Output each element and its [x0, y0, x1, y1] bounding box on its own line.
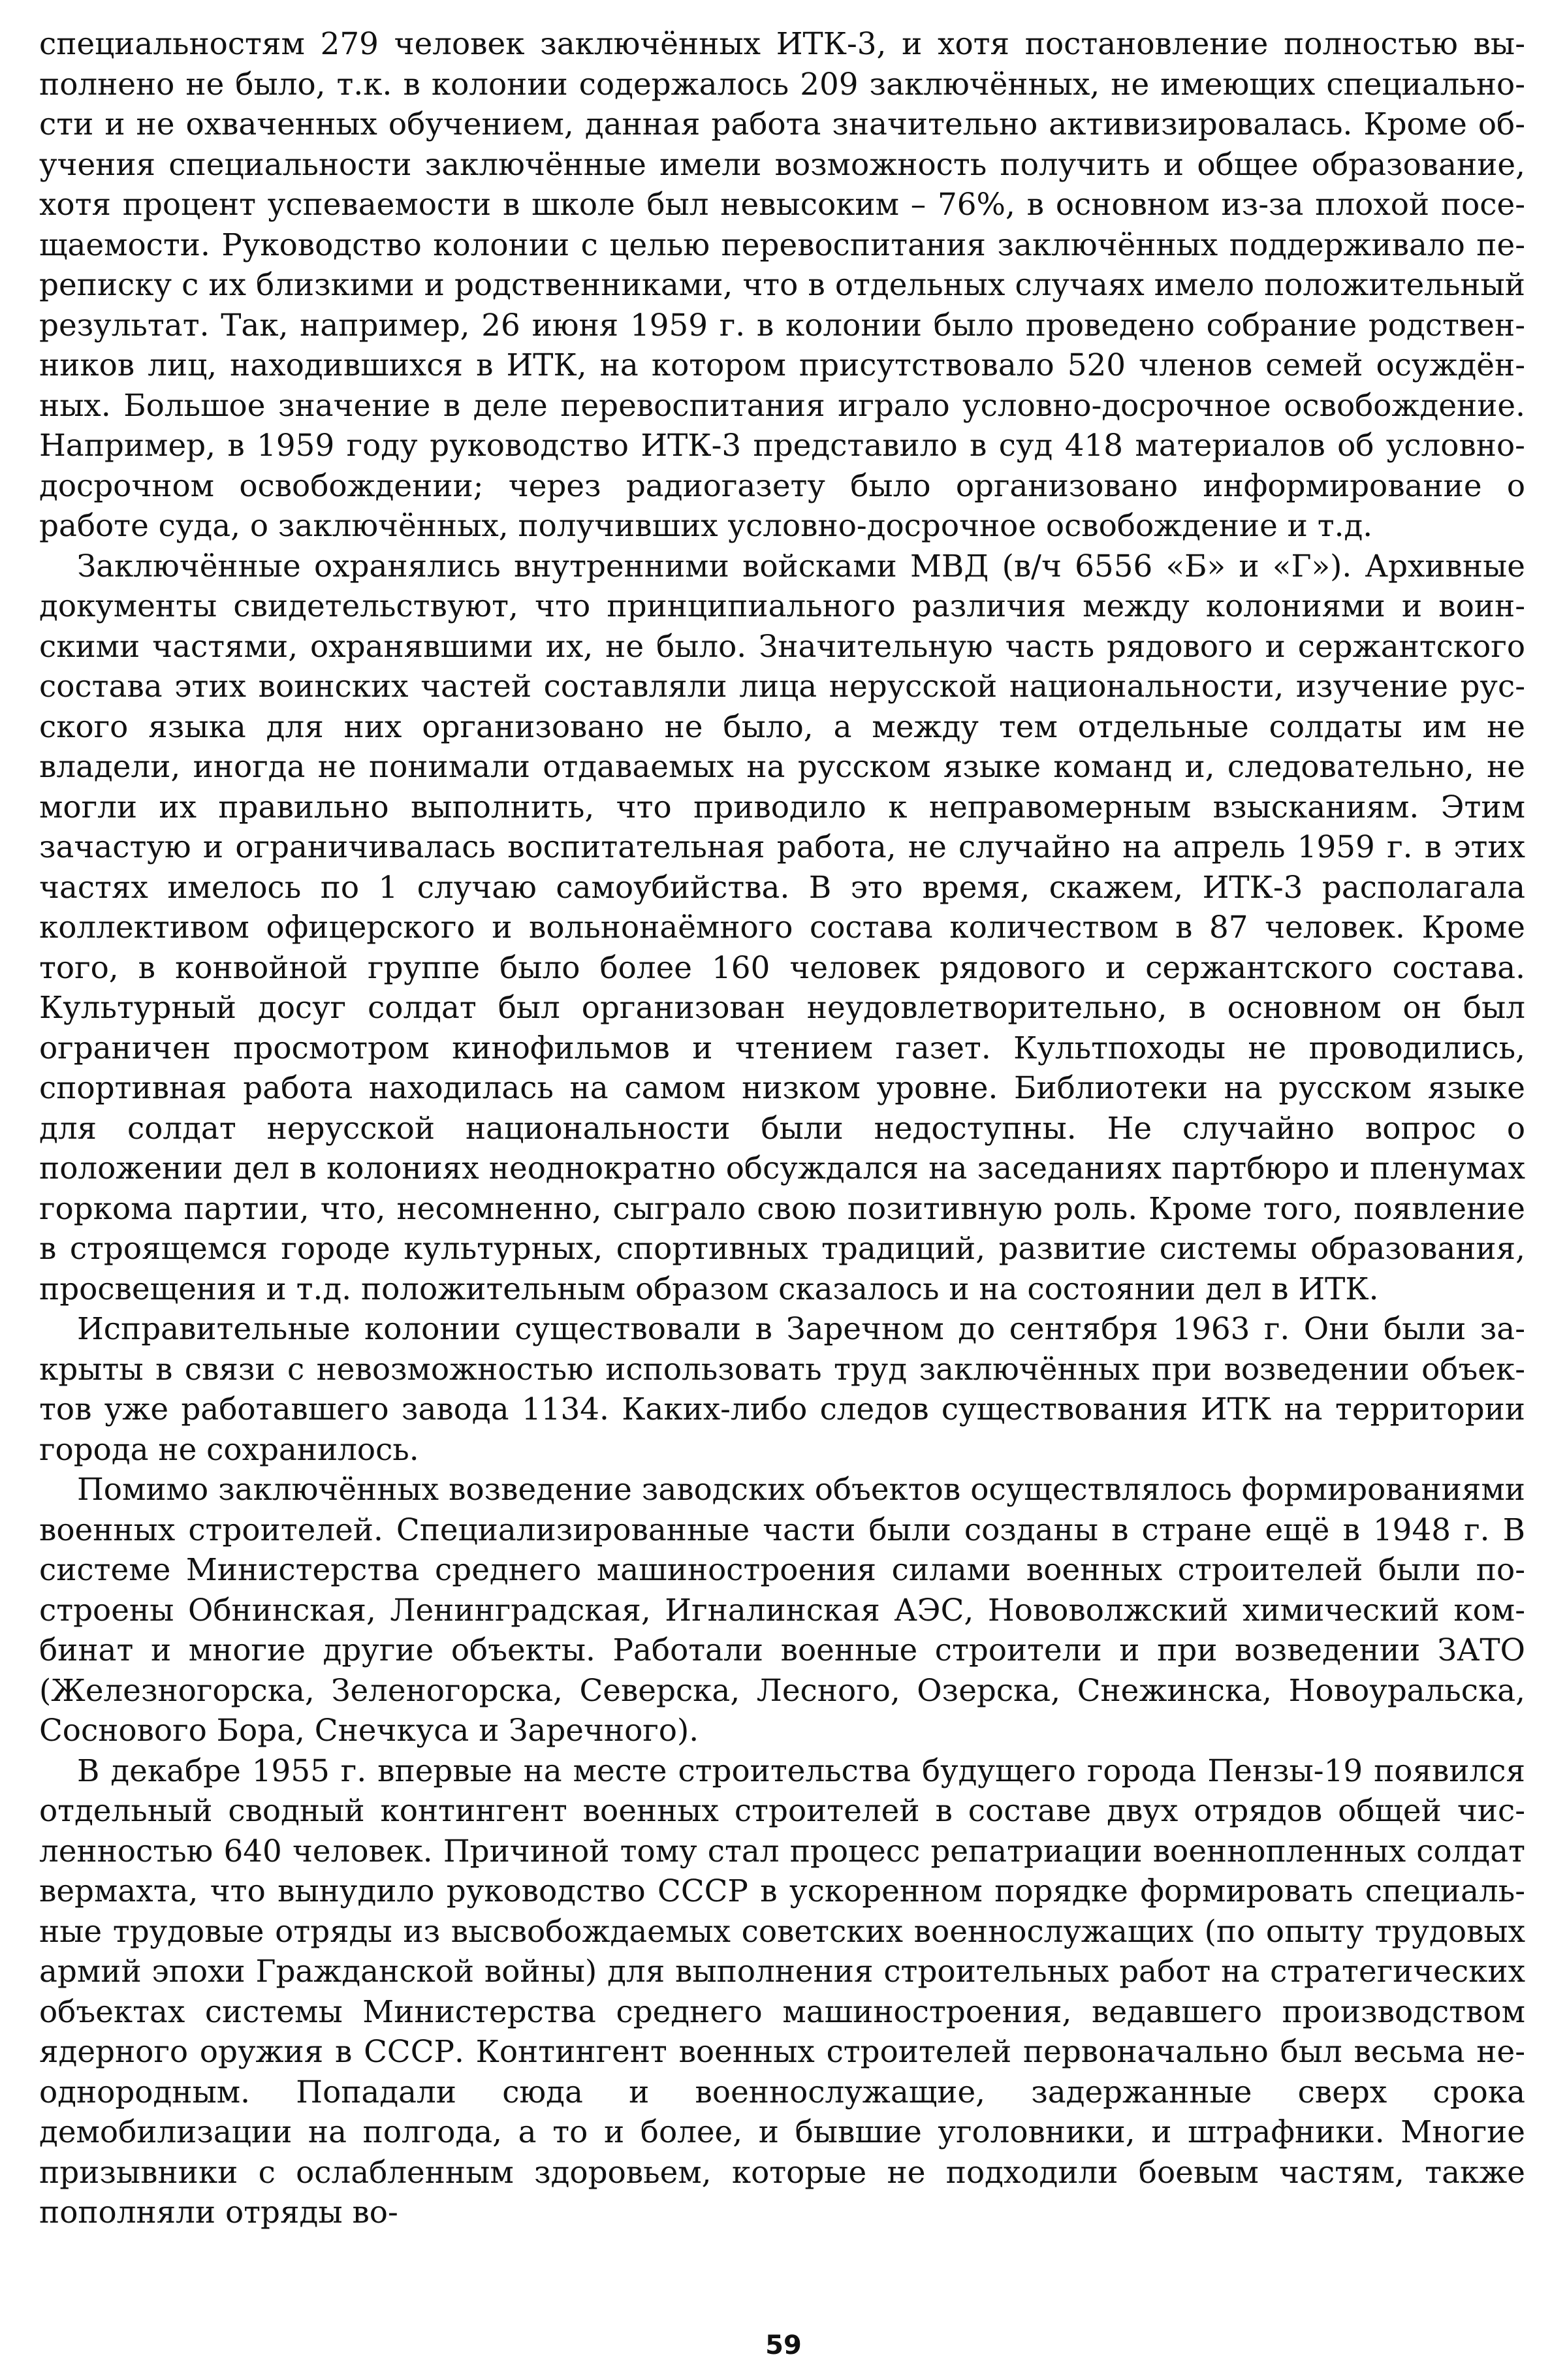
page-text	[39, 25, 1525, 2297]
paragraph-4: Помимо заключённых возведение заводских объектов осуществлялось формированиями военных строителей. Специализированные части были созданы в стране ещё в 1948 г. В системе Министерства среднего машиностроения силами военных строителей были построены Обнинская, Ленинградская, Игналинская АЭС, Нововолжский химический комбинат и многие другие объекты. Работали военные строители и при возведении ЗАТО (Железногорска, Зеленогорска, Северска, Лесного, Озерска, Снежинска, Новоуральска, Соснового Бора, Снечкуса и Заречного).	[39, 1472, 1525, 1749]
page-number: 59	[765, 2330, 802, 2360]
paragraph-2: Заключённые охранялись внутренними войсками МВД (в/ч 6556 «Б» и «Г»). Архивные документы свидетельствуют, что принципиального различия между колониями и воинскими частями, охранявшими их, не было. Значительную часть рядового и сержантского состава этих воинских частей составляли лица нерусской национальности, изучение русского языка для них организовано не было, а между тем отдельные солдаты им не владели, иногда не понимали отдаваемых на русском языке команд и, следовательно, не могли их правильно выполнить, что приводило к неправомерным взысканиям. Этим зачастую и ограничивалась воспитательная работа, не случайно на апрель 1959 г. в этих частях имелось по 1 случаю самоубийства. В это время, скажем, ИТК-3 располагала коллективом офицерского и вольнонаёмного состава количеством в 87 человек. Кроме того, в конвойной группе было более 160 человек рядового и сержантского состава. Культурный досуг солдат был организован неудовлетворительно, в основном он был ограничен просмотром кинофильмов и чтением газет. Культпоходы не проводились, спортивная работа находилась на самом низком уровне. Библиотеки на русском языке для солдат нерусской национальности были недоступны. Не случайно вопрос о положении дел в колониях неоднократно обсуждался на заседаниях партбюро и пленумах горкома партии, что, несомненно, сыграло свою позитивную роль. Кроме того, появление в строящемся городе культурных, спортивных традиций, развитие системы образования, просвещения и т.д. положительным образом сказалось и на состоянии дел в ИТК.	[39, 548, 1525, 1307]
paragraph-3: Исправительные колонии существовали в Заречном до сентября 1963 г. Они были закрыты в связи с невозможностью использовать труд заключённых при возведении объектов уже работавшего завода 1134. Каких-либо следов существования ИТК на территории города не сохранилось.	[39, 1312, 1525, 1468]
paragraph-5: В декабре 1955 г. впервые на месте строительства будущего города Пензы-19 появился отдельный сводный контингент военных строителей в составе двух отрядов общей численностью 640 человек. Причиной тому стал процесс репатриации военнопленных солдат вермахта, что вынудило руководство СССР в ускоренном порядке формировать специальные трудовые отряды из высвобождаемых советских военнослужащих (по опыту трудовых армий эпохи Гражданской войны) для выполнения строительных работ на стратегических объектах системы Министерства среднего машиностроения, ведавшего производством ядерного оружия в СССР. Контингент военных строителей первоначально был весьма неоднородным. Попадали сюда и военнослужащие, задержанные сверх срока демобилизации на полгода, а то и более, и бывшие уголовники, и штрафники. Многие призывники с ослабленным здоровьем, которые не подходили боевым частям, также пополняли отряды во-	[39, 1753, 1525, 2230]
paragraph-1: специальностям 279 человек заключённых ИТК-3, и хотя постановление полностью выполнено не было, т.к. в колонии содержалось 209 заключённых, не имеющих специальности и не охваченных обучением, данная работа значительно активизировалась. Кроме обучения специальности заключённые имели возможность получить и общее образование, хотя процент успеваемости в школе был невысоким – 76%, в основном из-за плохой посещаемости. Руководство колонии с целью перевоспитания заключённых поддерживало переписку с их близкими и родственниками, что в отдельных случаях имело положительный результат. Так, например, 26 июня 1959 г. в колонии было проведено собрание родственников лиц, находившихся в ИТК, на котором присутствовало 520 членов семей осуждённых. Большое значение в деле перевоспитания играло условно-досрочное освобождение. Например, в 1959 году руководство ИТК-3 представило в суд 418 материалов об условно-досрочном освобождении; через радиогазету было организовано информирование о работе суда, о заключённых, получивших условно-досрочное освобождение и т.д.	[39, 27, 1525, 544]
